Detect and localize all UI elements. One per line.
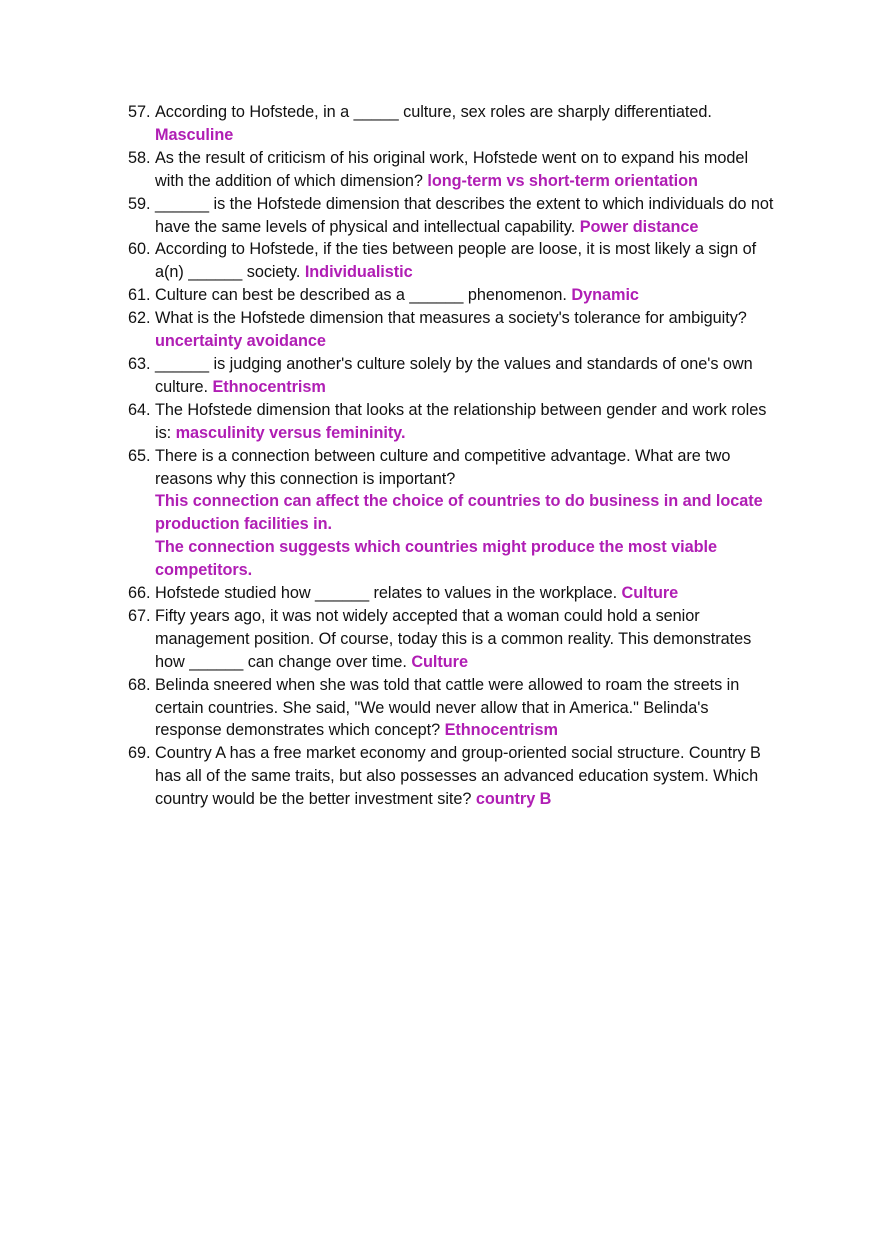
question-61 (128, 284, 778, 307)
question-number: 68. (128, 675, 151, 694)
question-text: Fifty years ago, it was not widely accepted that a woman could hold a senior management position. Of course, today this is a common reality. This demonstrates how ______ can change over time. (155, 606, 752, 671)
answer-text: Individualistic (304, 263, 413, 282)
question-number: 63. (128, 354, 151, 373)
question-text: There is a connection between culture and competitive advantage. What are two reasons why this connection is important? (155, 446, 731, 488)
question-59 (128, 193, 778, 239)
answer-text: This connection can affect the choice of countries to do business in and locate production facilities in. (155, 492, 763, 534)
question-text: ______ is the Hofstede dimension that describes the extent to which individuals do not have the same levels of physical and intellectual capability. (155, 194, 774, 236)
question-list (128, 101, 778, 811)
question-62 (128, 307, 778, 353)
question-text: ______ is judging another's culture solely by the values and standards of one's own culture. (155, 354, 753, 396)
answer-text: masculinity versus femininity. (175, 423, 406, 442)
question-number: 60. (128, 240, 151, 259)
question-number: 61. (128, 286, 151, 305)
question-57 (128, 101, 778, 147)
question-text: The Hofstede dimension that looks at the relationship between gender and work roles is: (155, 400, 767, 442)
question-text: According to Hofstede, if the ties between people are loose, it is most likely a sign of a(n) ______ society. (155, 240, 757, 282)
answer-text: Ethnocentrism (444, 721, 558, 740)
question-65 (128, 445, 778, 582)
question-number: 57. (128, 103, 151, 121)
question-number: 69. (128, 744, 151, 763)
question-63 (128, 353, 778, 399)
question-number: 62. (128, 309, 151, 328)
question-number: 58. (128, 148, 151, 167)
question-66 (128, 582, 778, 605)
answer-text: Power distance (579, 217, 699, 236)
question-text: What is the Hofstede dimension that measures a society's tolerance for ambiguity? (155, 309, 747, 328)
answer-text: The connection suggests which countries might produce the most viable competitors. (155, 538, 717, 580)
question-text: As the result of criticism of his original work, Hofstede went on to expand his model with the addition of which dimension? (155, 148, 749, 190)
question-number: 65. (128, 446, 151, 465)
question-number: 59. (128, 194, 151, 213)
question-69 (128, 742, 778, 811)
answer-text: uncertainty avoidance (155, 332, 326, 351)
question-67 (128, 605, 778, 674)
answer-text: Masculine (155, 125, 234, 144)
question-text: Belinda sneered when she was told that cattle were allowed to roam the streets in certain countries. She said, "We would never allow that in America." Belinda's response demonstrates which concept? (155, 675, 740, 740)
question-58 (128, 147, 778, 193)
question-text: According to Hofstede, in a _____ culture, sex roles are sharply differentiated. (155, 103, 712, 121)
question-text: Hofstede studied how ______ relates to values in the workplace. (155, 584, 618, 603)
question-64 (128, 399, 778, 445)
answer-text: Culture (621, 584, 679, 603)
question-60 (128, 238, 778, 284)
question-number: 67. (128, 606, 151, 625)
answer-text: Dynamic (571, 286, 639, 305)
question-text: Country A has a free market economy and group-oriented social structure. Country B has all of the same traits, but also possesses an advanced education system. Which country would be the better investment site? (155, 744, 761, 809)
answer-text: country B (475, 790, 552, 809)
answer-text: Ethnocentrism (212, 377, 326, 396)
question-number: 64. (128, 400, 151, 419)
question-number: 66. (128, 584, 151, 603)
answer-text: Culture (411, 652, 468, 671)
answer-text: long-term vs short-term orientation (427, 171, 698, 190)
question-68 (128, 674, 778, 743)
question-text: Culture can best be described as a ______ phenomenon. (155, 286, 567, 305)
